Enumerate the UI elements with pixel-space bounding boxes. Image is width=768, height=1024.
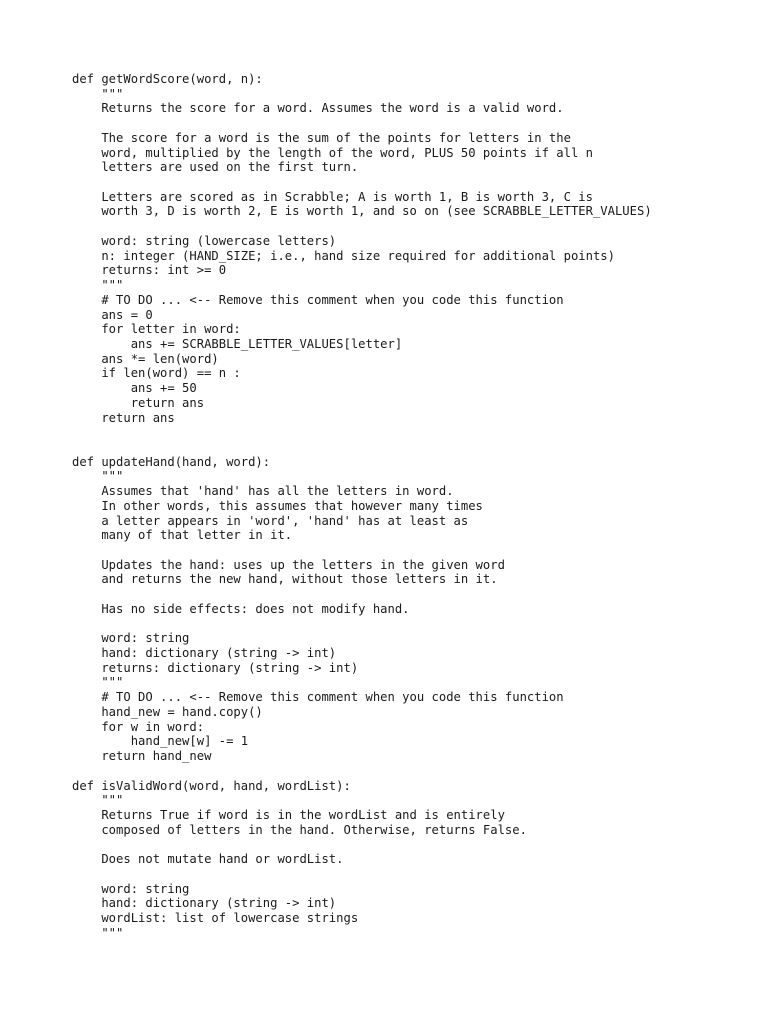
code-line: return ans <box>72 410 175 425</box>
code-line: Letters are scored as in Scrabble; A is worth 1, B is worth 3, C is <box>72 189 593 204</box>
code-line: Assumes that 'hand' has all the letters in word. <box>72 484 454 499</box>
code-line: Does not mutate hand or wordList. <box>72 852 344 867</box>
code-line: ans += SCRABBLE_LETTER_VALUES[letter] <box>72 336 403 351</box>
code-line: word: string (lowercase letters) <box>72 233 337 248</box>
code-line: return hand_new <box>72 749 212 764</box>
code-line: ans = 0 <box>72 307 153 322</box>
code-line <box>72 587 752 602</box>
code-line <box>72 440 752 455</box>
code-line: many of that letter in it. <box>72 528 293 543</box>
code-line: # TO DO ... <-- Remove this comment when you code this function <box>72 690 564 705</box>
code-line: wordList: list of lowercase strings <box>72 910 359 925</box>
code-line <box>72 764 752 779</box>
code-line <box>72 116 752 131</box>
code-line: word, multiplied by the length of the word, PLUS 50 points if all n <box>72 145 593 160</box>
code-line: for letter in word: <box>72 322 241 337</box>
code-line: Returns True if word is in the wordList and is entirely <box>72 807 505 822</box>
code-line: hand_new[w] -= 1 <box>72 734 249 749</box>
code-line: for w in word: <box>72 719 205 734</box>
code-line: n: integer (HAND_SIZE; i.e., hand size required for additional points) <box>72 248 615 263</box>
code-line: Updates the hand: uses up the letters in the given word <box>72 557 505 572</box>
code-line: """ <box>72 278 124 293</box>
code-line: word: string <box>72 881 190 896</box>
code-line: ans *= len(word) <box>72 351 219 366</box>
code-line <box>72 425 752 440</box>
code-line: hand: dictionary (string -> int) <box>72 896 337 911</box>
code-line: # TO DO ... <-- Remove this comment when you code this function <box>72 292 564 307</box>
code-line: def getWordScore(word, n): <box>72 72 263 86</box>
code-listing <box>72 72 752 940</box>
code-line: In other words, this assumes that however many times <box>72 498 483 513</box>
code-line: Has no side effects: does not modify hand. <box>72 601 410 616</box>
code-line: """ <box>72 86 124 101</box>
code-line: a letter appears in 'word', 'hand' has at least as <box>72 513 469 528</box>
code-line <box>72 867 752 882</box>
code-line: """ <box>72 925 124 940</box>
code-line: worth 3, D is worth 2, E is worth 1, and so on (see SCRABBLE_LETTER_VALUES) <box>72 204 652 219</box>
code-line: letters are used on the first turn. <box>72 160 359 175</box>
code-line: """ <box>72 469 124 484</box>
code-line <box>72 219 752 234</box>
code-line: def updateHand(hand, word): <box>72 454 271 469</box>
code-line: ans += 50 <box>72 381 197 396</box>
code-line: return ans <box>72 395 205 410</box>
code-line: """ <box>72 793 124 808</box>
code-line: returns: int >= 0 <box>72 263 227 278</box>
code-line: word: string <box>72 631 190 646</box>
code-line <box>72 175 752 190</box>
code-line: Returns the score for a word. Assumes the word is a valid word. <box>72 101 564 116</box>
code-line: if len(word) == n : <box>72 366 241 381</box>
code-line: The score for a word is the sum of the points for letters in the <box>72 130 571 145</box>
code-line <box>72 543 752 558</box>
code-line: composed of letters in the hand. Otherwise, returns False. <box>72 822 527 837</box>
code-line: returns: dictionary (string -> int) <box>72 660 359 675</box>
code-line: hand_new = hand.copy() <box>72 704 263 719</box>
code-line: """ <box>72 675 124 690</box>
code-line: def isValidWord(word, hand, wordList): <box>72 778 351 793</box>
code-line: and returns the new hand, without those letters in it. <box>72 572 498 587</box>
code-line <box>72 837 752 852</box>
code-line <box>72 617 752 632</box>
code-line: hand: dictionary (string -> int) <box>72 646 337 661</box>
